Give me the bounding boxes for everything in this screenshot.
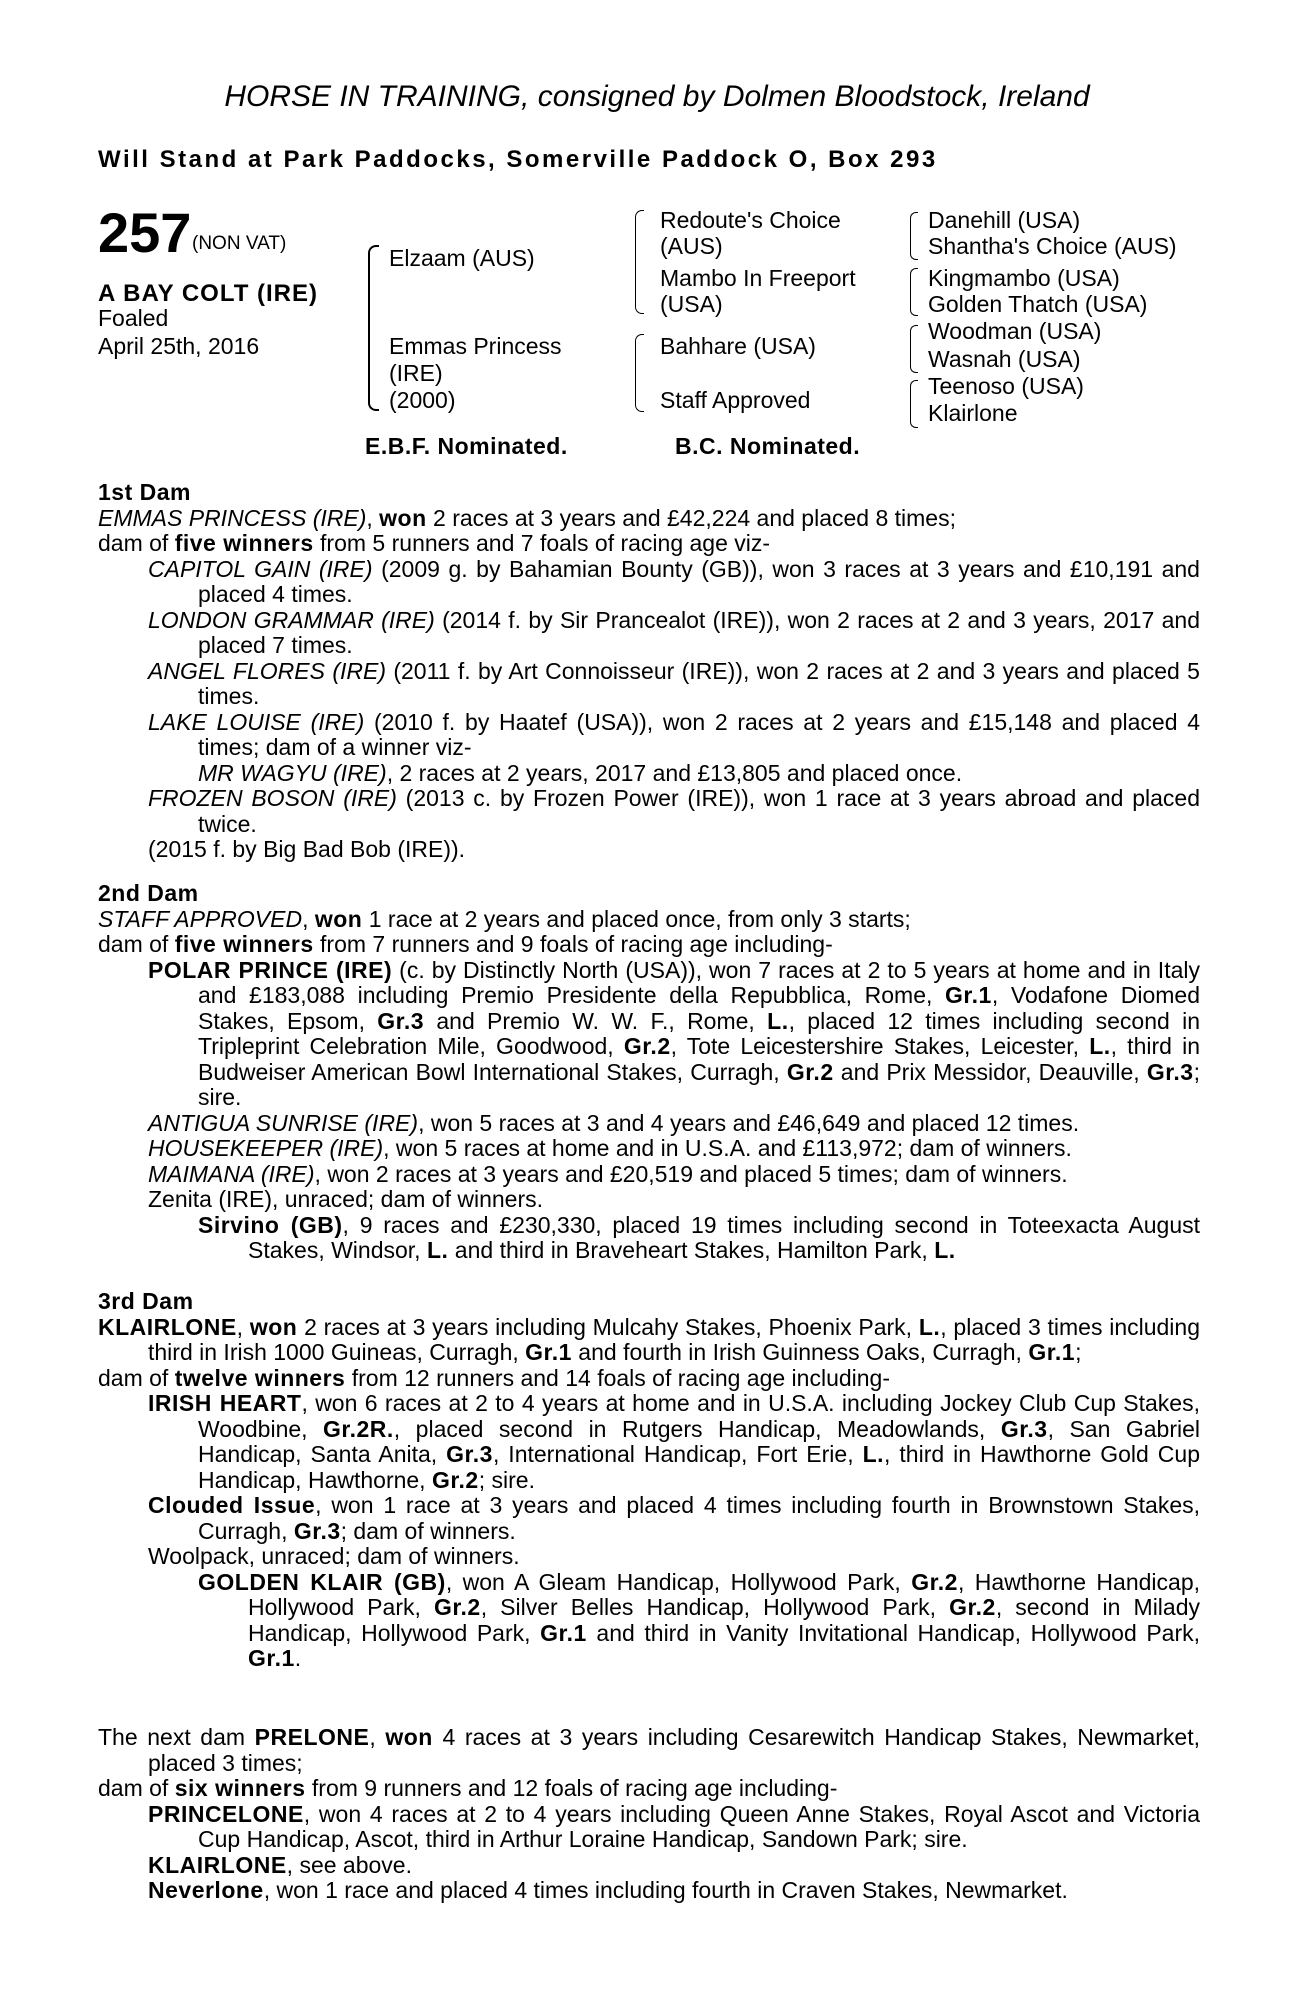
ebf-nomination: E.B.F. Nominated. bbox=[365, 433, 568, 459]
produce-entry bbox=[98, 958, 1200, 1111]
pedigree-brace-main bbox=[368, 245, 379, 411]
grade: Gr.2 bbox=[911, 1568, 958, 1595]
produce-entry bbox=[98, 659, 1200, 710]
produce-entry bbox=[98, 1853, 1200, 1879]
first-dam-section bbox=[98, 480, 1200, 863]
lot-number: 257 bbox=[98, 201, 192, 264]
text: and fourth in Irish Guinness Oaks, Curragh, bbox=[571, 1339, 1029, 1365]
text: , placed second in Rutgers Handicap, Meadowlands, bbox=[393, 1415, 1001, 1442]
text: ; dam of winners. bbox=[340, 1517, 516, 1544]
produce-name: Sirvino (GB) bbox=[198, 1211, 343, 1238]
produce-entry: Zenita (IRE), unraced; dam of winners. bbox=[148, 1186, 543, 1212]
stand-location: Will Stand at Park Paddocks, Somerville Paddock O, Box 293 bbox=[98, 146, 938, 173]
pedigree-ggp-2: Shantha's Choice (AUS) bbox=[928, 233, 1177, 259]
produce-entry bbox=[98, 1136, 1200, 1162]
text: . bbox=[294, 1645, 302, 1671]
pedigree-ggp-7: Teenoso (USA) bbox=[928, 373, 1084, 399]
produce-text: (2013 c. by Frozen Power (IRE)), won 1 race at 3 years abroad and placed twice. bbox=[198, 785, 1200, 837]
text: , Hawthorne Handicap, Hollywood Park, bbox=[248, 1568, 1200, 1620]
next-dam-produce-summary bbox=[98, 1776, 1200, 1802]
pedigree-dam-sire: Bahhare (USA) bbox=[660, 333, 816, 359]
text: ; sire. bbox=[198, 1058, 1200, 1110]
grade: Gr.3 bbox=[293, 1517, 341, 1544]
produce-name: LONDON GRAMMAR (IRE) bbox=[148, 606, 435, 633]
dam-of: dam of bbox=[98, 1775, 175, 1801]
produce-name: MR WAGYU (IRE) bbox=[198, 759, 387, 786]
sep: , bbox=[369, 1724, 386, 1750]
grade: L. bbox=[918, 1313, 941, 1340]
grade: L. bbox=[1089, 1033, 1111, 1059]
third-dam-section bbox=[98, 1289, 1200, 1672]
page-title: HORSE IN TRAINING, consigned by Dolmen Bloodstock, Ireland bbox=[224, 80, 1090, 113]
produce-name: GOLDEN KLAIR (GB) bbox=[198, 1568, 446, 1595]
grade: Gr.2 bbox=[433, 1594, 481, 1620]
pedigree-ggp-6: Wasnah (USA) bbox=[928, 346, 1081, 372]
lot-description: A BAY COLT (IRE) bbox=[98, 280, 319, 307]
pedigree-sire: Elzaam (AUS) bbox=[389, 245, 535, 271]
grade: L. bbox=[426, 1237, 449, 1263]
next-dam-record bbox=[98, 1725, 1200, 1776]
first-dam-heading: 1st Dam bbox=[98, 479, 191, 505]
summary-text: from 7 runners and 9 foals of racing age including- bbox=[313, 931, 833, 957]
produce-text: , won 2 races at 3 years and £20,519 and placed 5 times; dam of winners. bbox=[314, 1160, 1068, 1187]
summary-text: from 5 runners and 7 foals of racing age viz- bbox=[313, 530, 771, 556]
produce-entry bbox=[98, 1391, 1200, 1493]
produce-name: POLAR PRINCE (IRE) bbox=[148, 956, 393, 983]
produce-name: ANGEL FLORES (IRE) bbox=[148, 657, 386, 684]
vat-status: (NON VAT) bbox=[192, 233, 287, 254]
dam-of: dam of bbox=[98, 530, 175, 556]
text: and third in Braveheart Stakes, Hamilton Park, bbox=[448, 1237, 935, 1263]
grade: Gr.3 bbox=[377, 1007, 425, 1034]
pedigree-brace-ggp4 bbox=[910, 380, 918, 428]
pedigree-brace-ggp1 bbox=[910, 212, 918, 260]
won-label: won bbox=[385, 1724, 433, 1750]
produce-name: FROZEN BOSON (IRE) bbox=[148, 785, 397, 811]
grade: Gr.2 bbox=[431, 1466, 479, 1493]
pedigree-ggp-1: Danehill (USA) bbox=[928, 207, 1081, 233]
pedigree-brace-dam bbox=[635, 334, 644, 412]
produce-text: (2010 f. by Haatef (USA)), won 2 races at 2 years and £15,148 and placed 4 times; dam of a winner viz- bbox=[198, 708, 1200, 760]
grade: L. bbox=[934, 1237, 956, 1263]
produce-name: CAPITOL GAIN (IRE) bbox=[148, 555, 373, 582]
grade: Gr.1 bbox=[248, 1645, 295, 1671]
produce-name: PRINCELONE bbox=[148, 1800, 304, 1827]
produce-entry bbox=[98, 1802, 1200, 1853]
pedigree-sire-dam-line2: (USA) bbox=[660, 291, 723, 317]
text: and Prix Messidor, Deauville, bbox=[833, 1058, 1147, 1085]
text: , Silver Belles Handicap, Hollywood Park, bbox=[480, 1594, 950, 1620]
grade: L. bbox=[862, 1441, 885, 1467]
text: and Premio W. W. F., Rome, bbox=[424, 1007, 768, 1034]
bc-nomination: B.C. Nominated. bbox=[675, 433, 861, 459]
produce-name: HOUSEKEEPER (IRE) bbox=[148, 1135, 384, 1161]
sep: , bbox=[236, 1313, 250, 1340]
produce-entry bbox=[98, 557, 1200, 608]
produce-text: , 2 races at 2 years, 2017 and £13,805 and placed once. bbox=[386, 759, 963, 786]
grade: Gr.1 bbox=[945, 982, 992, 1008]
produce-entry bbox=[98, 1570, 1200, 1672]
grade: Gr.3 bbox=[1000, 1415, 1048, 1442]
produce-entry bbox=[98, 1111, 1200, 1137]
text: , 9 races and £230,330, placed 19 times including second in Toteexacta August Stakes, Windsor, bbox=[248, 1211, 1201, 1263]
produce-entry bbox=[98, 1213, 1200, 1264]
pedigree-ggp-4: Golden Thatch (USA) bbox=[928, 291, 1148, 317]
pedigree-ggp-5: Woodman (USA) bbox=[928, 318, 1102, 344]
pedigree-sire-sire-line2: (AUS) bbox=[660, 233, 723, 259]
second-dam-name: STAFF APPROVED bbox=[98, 905, 303, 932]
text: 2 races at 3 years including Mulcahy Stakes, Phoenix Park, bbox=[297, 1313, 919, 1340]
produce-entry bbox=[98, 786, 1200, 837]
winners-count: five winners bbox=[174, 530, 314, 556]
text: , won 6 races at 2 to 4 years at home and in U.S.A. including Jockey Club Cup Stakes, Woodbine, bbox=[198, 1390, 1200, 1442]
pedigree-sire-sire-line1: Redoute's Choice bbox=[660, 207, 841, 233]
pedigree-brace-sire bbox=[635, 210, 644, 314]
produce-text: , won 1 race and placed 4 times including fourth in Craven Stakes, Newmarket. bbox=[263, 1877, 1068, 1903]
produce-text: , see above. bbox=[286, 1851, 412, 1878]
text: , placed 12 times including second in Tripleprint Celebration Mile, Goodwood, bbox=[198, 1007, 1200, 1059]
pedigree-dam-line1: Emmas Princess bbox=[389, 333, 562, 359]
second-dam-heading: 2nd Dam bbox=[98, 880, 199, 906]
text: The next dam bbox=[98, 1724, 255, 1750]
text: , Tote Leicestershire Stakes, Leicester, bbox=[670, 1033, 1090, 1059]
record-text: 1 race at 2 years and placed once, from only 3 starts; bbox=[362, 905, 911, 932]
text: , San Gabriel Handicap, Santa Anita, bbox=[198, 1415, 1200, 1467]
text: , won 1 race at 3 years and placed 4 times including fourth in Brownstown Stakes, Curragh, bbox=[198, 1492, 1200, 1544]
first-dam-text: 2 races at 3 years and £42,224 and placed 8 times; bbox=[426, 504, 956, 531]
text: , second in Milady Handicap, Hollywood Park, bbox=[248, 1594, 1200, 1646]
produce-entry bbox=[98, 1878, 1200, 1904]
text: ; sire. bbox=[478, 1466, 535, 1493]
second-dam-record bbox=[98, 907, 1200, 933]
won-label: won bbox=[314, 905, 363, 932]
grade: Gr.1 bbox=[525, 1339, 572, 1365]
dam-of: dam of bbox=[98, 1364, 175, 1391]
text: ; bbox=[1075, 1339, 1082, 1365]
produce-text: , won 5 races at 3 and 4 years and £46,649 and placed 12 times. bbox=[418, 1109, 1080, 1136]
pedigree-dam-line2: (IRE) bbox=[389, 360, 443, 386]
produce-text: , won 5 races at home and in U.S.A. and £113,972; dam of winners. bbox=[383, 1135, 1072, 1161]
grade: Gr.2 bbox=[949, 1594, 996, 1620]
text: 4 races at 3 years including Cesarewitch Handicap Stakes, Newmarket, placed 3 times; bbox=[148, 1724, 1200, 1776]
grade: Gr.3 bbox=[1146, 1058, 1194, 1085]
won-label: won bbox=[249, 1313, 298, 1340]
grade: Gr.1 bbox=[1028, 1339, 1076, 1365]
produce-name: ANTIGUA SUNRISE (IRE) bbox=[148, 1109, 419, 1136]
produce-name: KLAIRLONE bbox=[148, 1851, 287, 1878]
produce-text: , won 4 races at 2 to 4 years including Queen Anne Stakes, Royal Ascot and Victoria Cup Handicap, Ascot, third in Arthur Loraine Handicap, Sandown Park; sire. bbox=[198, 1800, 1200, 1852]
grade: Gr.2R. bbox=[323, 1415, 394, 1442]
produce-name: IRISH HEART bbox=[148, 1390, 302, 1416]
grade: Gr.2 bbox=[623, 1033, 671, 1059]
text: , placed 3 times including third in Irish 1000 Guineas, Curragh, bbox=[148, 1313, 1200, 1365]
grade: L. bbox=[767, 1007, 789, 1034]
first-dam-produce-summary bbox=[98, 531, 1200, 557]
text: , Vodafone Diomed Stakes, Epsom, bbox=[198, 982, 1201, 1034]
foaled-label: Foaled bbox=[98, 305, 169, 331]
next-dam-section bbox=[98, 1725, 1200, 1904]
winners-count: twelve winners bbox=[174, 1364, 346, 1391]
third-dam-produce-summary bbox=[98, 1366, 1200, 1392]
won-label: won bbox=[379, 504, 427, 531]
produce-entry: Woolpack, unraced; dam of winners. bbox=[148, 1543, 520, 1569]
produce-text: (2009 g. by Bahamian Bounty (GB)), won 3 races at 3 years and £10,191 and placed 4 times. bbox=[198, 555, 1200, 607]
produce-entry bbox=[98, 1493, 1200, 1544]
sep: , bbox=[366, 504, 380, 531]
text: (c. by Distinctly North (USA)), won 7 races at 2 to 5 years at home and in Italy and £183,088 including Premio Presidente della Repubblica, Rome, bbox=[198, 956, 1200, 1008]
produce-name: Clouded Issue bbox=[148, 1492, 316, 1518]
pedigree-dam-dam: Staff Approved bbox=[660, 387, 811, 413]
summary-text: from 12 runners and 14 foals of racing age including- bbox=[345, 1364, 890, 1391]
next-dam-name: PRELONE bbox=[254, 1724, 370, 1750]
produce-entry: (2015 f. by Big Bad Bob (IRE)). bbox=[148, 836, 466, 862]
third-dam-name: KLAIRLONE bbox=[98, 1313, 237, 1340]
summary-text: from 9 runners and 12 foals of racing age including- bbox=[305, 1775, 838, 1801]
third-dam-record bbox=[98, 1315, 1200, 1366]
text: , International Handicap, Fort Erie, bbox=[492, 1441, 863, 1467]
produce-name: Neverlone bbox=[148, 1877, 264, 1903]
winners-count: five winners bbox=[174, 931, 314, 957]
second-dam-produce-summary bbox=[98, 932, 1200, 958]
pedigree-sire-dam-line1: Mambo In Freeport bbox=[660, 265, 856, 291]
pedigree-brace-ggp3 bbox=[910, 325, 918, 373]
produce-text: (2014 f. by Sir Prancealot (IRE)), won 2 races at 2 and 3 years, 2017 and placed 7 times. bbox=[198, 606, 1200, 658]
text: and third in Vanity Invitational Handicap, Hollywood Park, bbox=[586, 1619, 1201, 1646]
pedigree-ggp-3: Kingmambo (USA) bbox=[928, 265, 1120, 291]
winners-count: six winners bbox=[174, 1775, 306, 1801]
pedigree-dam-line3: (2000) bbox=[389, 387, 456, 413]
produce-name: LAKE LOUISE (IRE) bbox=[148, 708, 365, 735]
grade: Gr.1 bbox=[540, 1619, 587, 1646]
produce-text: (2011 f. by Art Connoisseur (IRE)), won 2 races at 2 and 3 years and placed 5 times. bbox=[198, 657, 1200, 709]
third-dam-heading: 3rd Dam bbox=[98, 1288, 194, 1314]
pedigree-brace-ggp2 bbox=[910, 268, 918, 316]
grade: Gr.2 bbox=[786, 1058, 834, 1085]
foaled-date: April 25th, 2016 bbox=[98, 333, 260, 359]
pedigree-ggp-8: Klairlone bbox=[928, 400, 1018, 426]
second-dam-section bbox=[98, 881, 1200, 1264]
produce-name: MAIMANA (IRE) bbox=[148, 1160, 315, 1187]
text: , won A Gleam Handicap, Hollywood Park, bbox=[445, 1568, 912, 1595]
produce-entry bbox=[98, 1162, 1200, 1188]
produce-entry bbox=[98, 710, 1200, 761]
produce-entry bbox=[98, 761, 1200, 787]
dam-of: dam of bbox=[98, 931, 175, 957]
first-dam-name: EMMAS PRINCESS (IRE) bbox=[98, 504, 367, 531]
first-dam-record bbox=[98, 506, 1200, 532]
text: , third in Hawthorne Gold Cup Handicap, Hawthorne, bbox=[198, 1441, 1200, 1493]
produce-entry bbox=[98, 608, 1200, 659]
sep: , bbox=[302, 905, 315, 932]
grade: Gr.3 bbox=[446, 1441, 493, 1467]
text: , third in Budweiser American Bowl International Stakes, Curragh, bbox=[198, 1033, 1200, 1085]
